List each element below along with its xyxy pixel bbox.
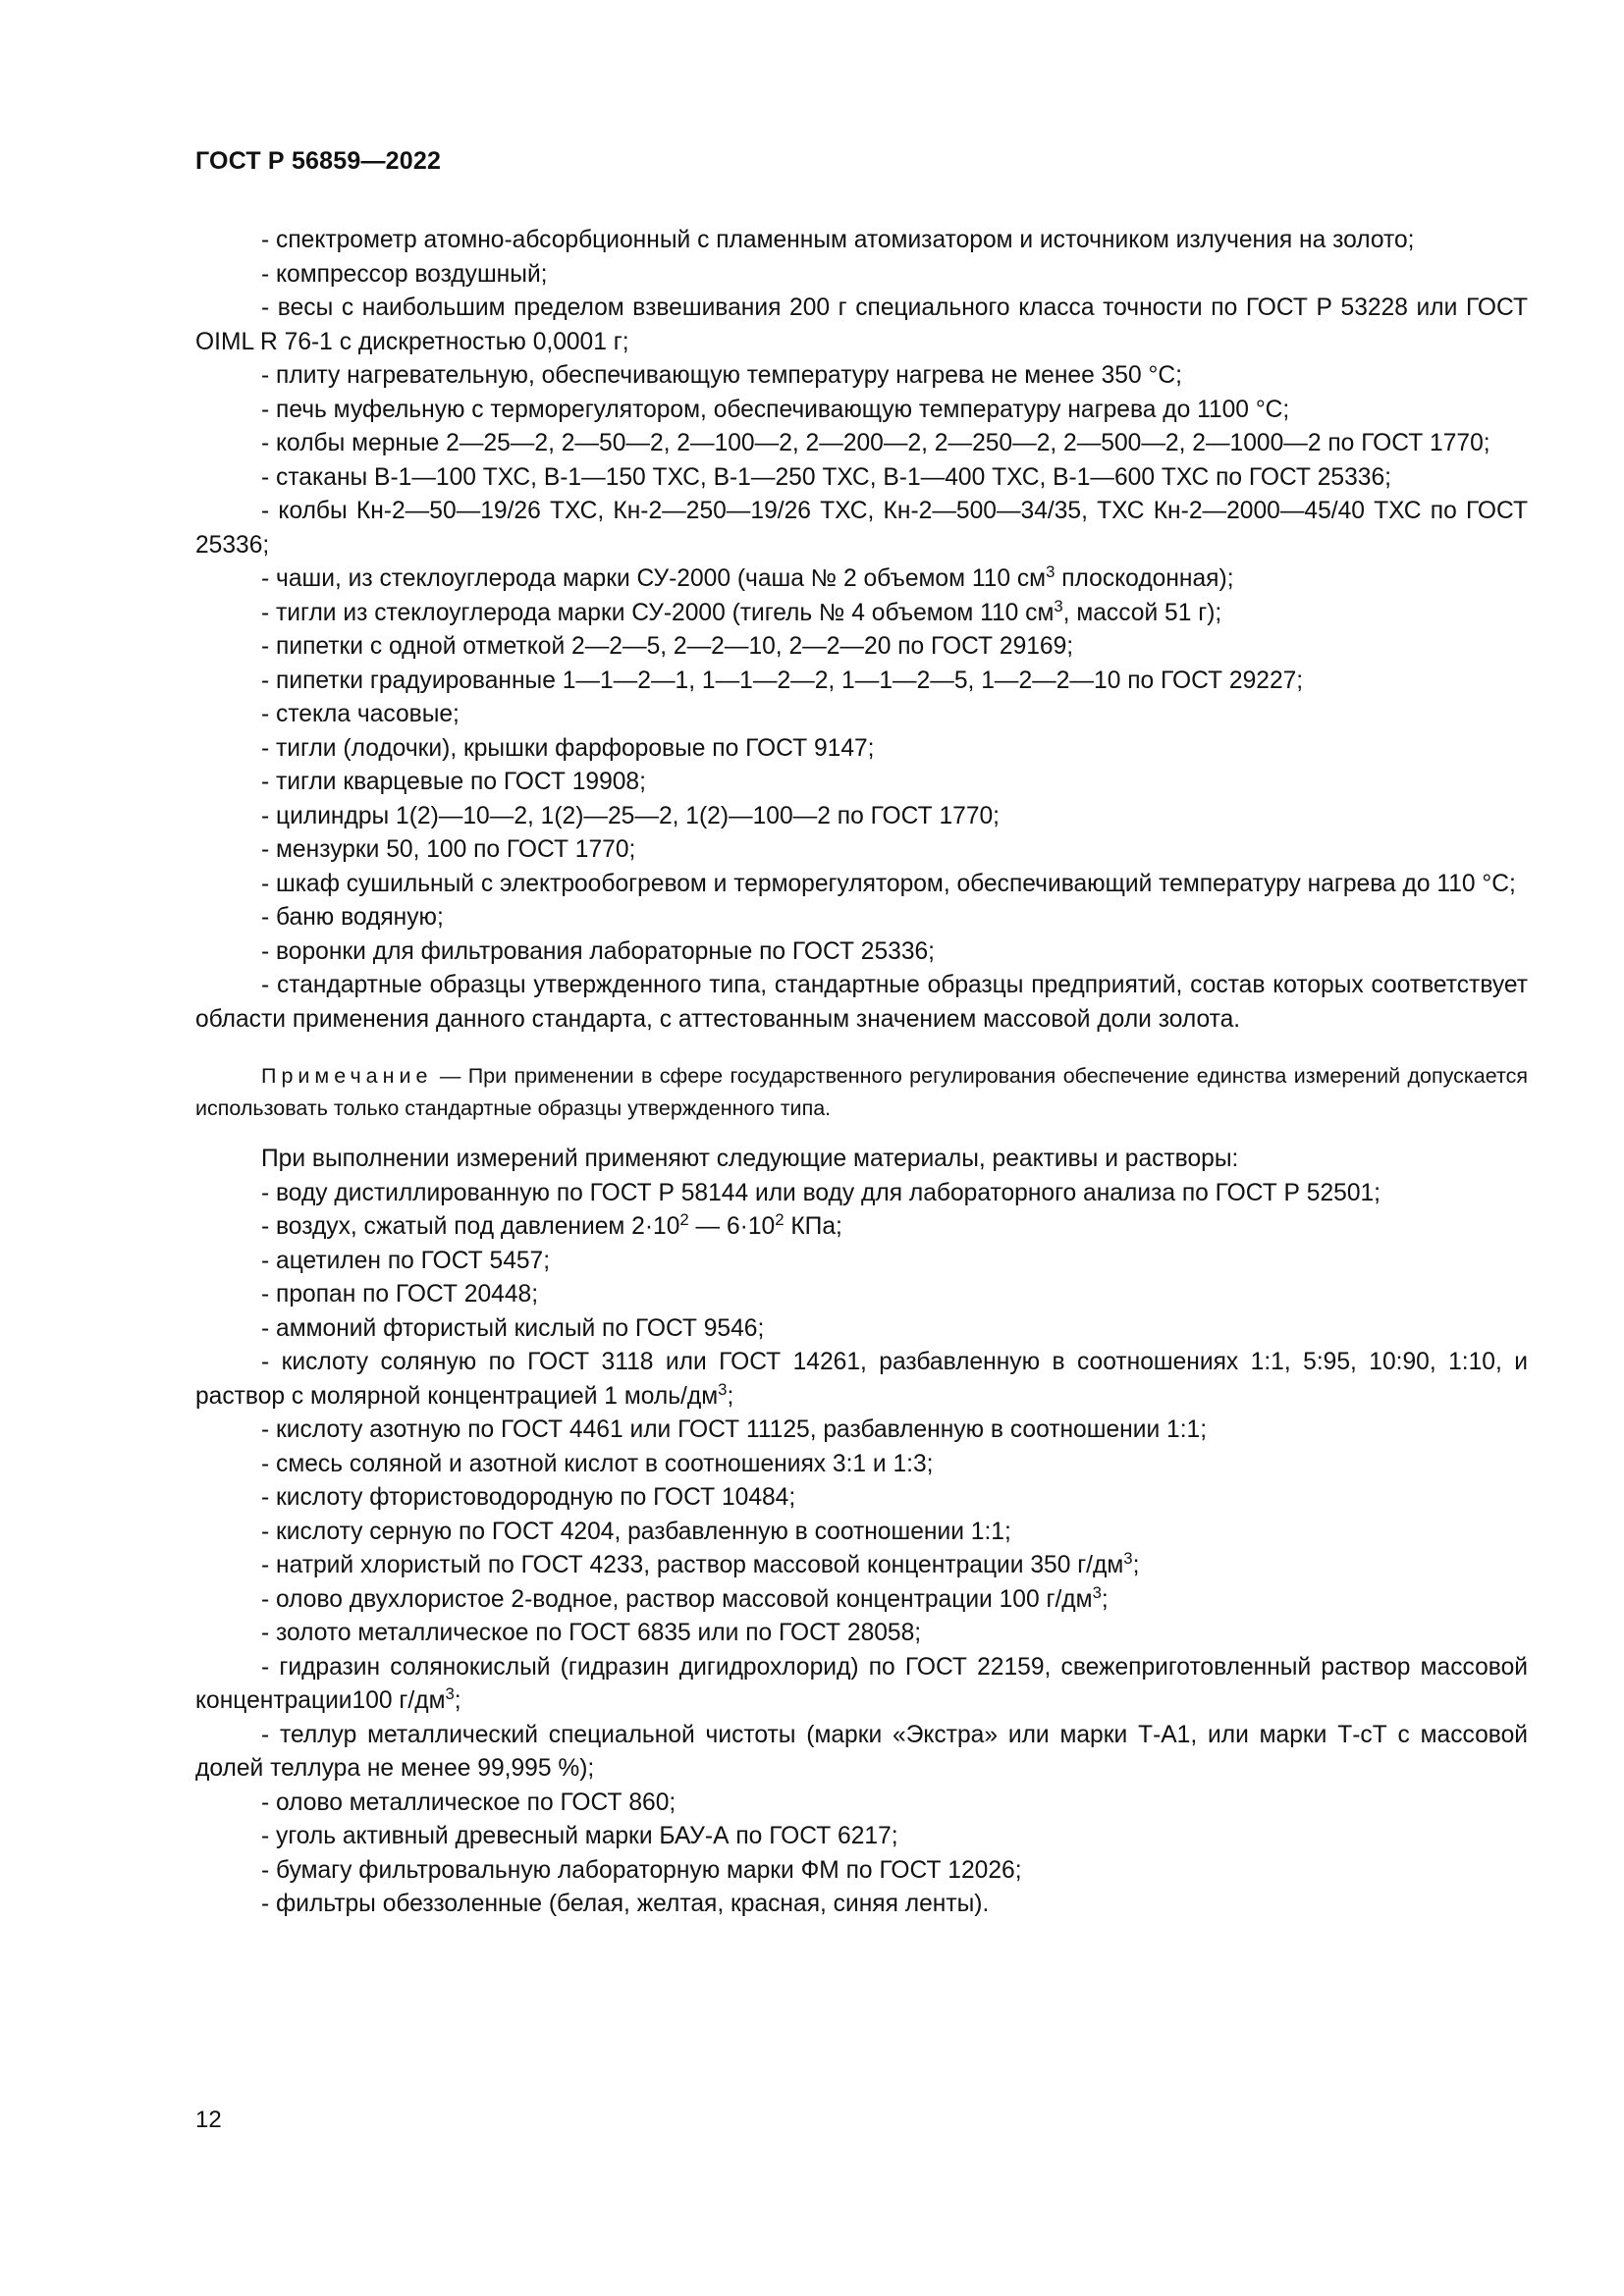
material-item: - уголь активный древесный марки БАУ-А по ГОСТ 6217; <box>261 1823 898 1849</box>
material-item-sncl: - олово двухлористое 2-водное, раствор массовой концентрации 100 $г/дм^3$; <box>261 1582 1109 1613</box>
material-item-nacl: - натрий хлористый по ГОСТ 4233, раствор массовой концентрации 350 $г/дм^3$; <box>261 1548 1140 1578</box>
equipment-item: - спектрометр атомно-абсорбционный с пламенным атомизатором и источником излучения на золото; <box>261 227 1415 253</box>
material-item: - фильтры обеззоленные (белая, желтая, красная, синяя ленты). <box>261 1891 990 1917</box>
equipment-item: - стекла часовые; <box>261 701 460 727</box>
material-item: - пропан по ГОСТ 20448; <box>261 1281 539 1308</box>
note <box>195 1060 1528 1125</box>
material-item: - смесь соляной и азотной кислот в соотношениях 3:1 и 1:3; <box>261 1450 934 1477</box>
material-item-hcl: - кислоту соляную по ГОСТ 3118 или ГОСТ 14261, разбавленную в соотношениях 1:1, 5:95, 10:90, 1:10, и раствор с молярной концентрацией 1 моль/$дм^3$; <box>195 1349 1528 1410</box>
equipment-item-crucibles: - тигли из стеклоуглерода марки СУ-2000 (тигель № 4 объемом 110 $см^3$, массой 51 г); <box>261 596 1222 626</box>
note-label: Примечание <box>261 1064 433 1088</box>
document-body <box>195 224 1528 1922</box>
material-item: - кислоту серную по ГОСТ 4204, разбавленную в соотношении 1:1; <box>261 1518 1011 1545</box>
equipment-item: - пипетки градуированные 1—1—2—1, 1—1—2—2, 1—1—2—5, 1—2—2—10 по ГОСТ 29227; <box>261 667 1304 694</box>
equipment-item: - колбы Кн-2—50—19/26 ТХС, Кн-2—250—19/26 ТХС, Кн-2—500—34/35, ТХС Кн-2—2000—45/40 ТХС по ГОСТ 25336; <box>195 498 1528 559</box>
material-item: - кислоту фтористоводородную по ГОСТ 10484; <box>261 1484 796 1511</box>
equipment-item: - цилиндры 1(2)—10—2, 1(2)—25—2, 1(2)—100—2 по ГОСТ 1770; <box>261 802 1001 829</box>
material-item: - аммоний фтористый кислый по ГОСТ 9546; <box>261 1314 765 1342</box>
note-text: — При применении в сфере государственного регулирования обеспечение единства измерений допускается использовать только стандартные образцы утвержденного типа. <box>195 1064 1528 1120</box>
materials-intro: При выполнении измерений применяют следующие материалы, реактивы и растворы: <box>261 1146 1239 1172</box>
material-item: - теллур металлический специальной чистоты (марки «Экстра» или марки Т-А1, или марки Т-сТ с массовой долей теллура не менее 99,995 %); <box>195 1721 1528 1782</box>
equipment-item: - воронки для фильтрования лабораторные по ГОСТ 25336; <box>261 937 936 965</box>
material-item-hydrazine: - гидразин солянокислый (гидразин дигидрохлорид) по ГОСТ 22159, свежеприготовленный раствор массовой концентрации100 $г/дм^3$; <box>195 1653 1528 1714</box>
equipment-item: - весы с наибольшим пределом взвешивания 200 г специального класса точности по ГОСТ Р 53228 или ГОСТ OIML R 76-1 с дискретностью 0,0001 г; <box>195 294 1528 355</box>
equipment-item: - стандартные образцы утвержденного типа, стандартные образцы предприятий, состав которых соответствует области применения данного стандарта, с аттестованным значением массовой доли золота. <box>195 972 1528 1033</box>
material-item: - олово металлическое по ГОСТ 860; <box>261 1789 677 1816</box>
equipment-item: - баню водяную; <box>261 904 444 931</box>
material-item: - ацетилен по ГОСТ 5457; <box>261 1247 551 1274</box>
material-item: - кислоту азотную по ГОСТ 4461 или ГОСТ 11125, разбавленную в соотношении 1:1; <box>261 1416 1208 1443</box>
equipment-item: - пипетки с одной отметкой 2—2—5, 2—2—10, 2—2—20 по ГОСТ 29169; <box>261 633 1074 660</box>
equipment-item: - стаканы В-1—100 ТХС, В-1—150 ТХС, В-1—250 ТХС, В-1—400 ТХС, В-1—600 ТХС по ГОСТ 25336; <box>261 463 1391 491</box>
equipment-item: - мензурки 50, 100 по ГОСТ 1770; <box>261 836 636 863</box>
equipment-item: - плиту нагревательную, обеспечивающую температуру нагрева не менее 350 °С; <box>261 362 1182 389</box>
equipment-item: - печь муфельную с терморегулятором, обеспечивающую температуру нагрева до 1100 °С; <box>261 396 1290 423</box>
equipment-item: - компрессор воздушный; <box>261 260 548 288</box>
equipment-item: - тигли (лодочки), крышки фарфоровые по ГОСТ 9147; <box>261 734 875 762</box>
material-item: - золото металлическое по ГОСТ 6835 или по ГОСТ 28058; <box>261 1620 922 1646</box>
document-header: ГОСТ Р 56859—2022 <box>195 147 442 175</box>
equipment-item: - тигли кварцевые по ГОСТ 19908; <box>261 769 646 795</box>
equipment-item: - колбы мерные 2—25—2, 2—50—2, 2—100—2, 2—200—2, 2—250—2, 2—500—2, 2—1000—2 по ГОСТ 1770; <box>261 430 1490 456</box>
page-number: 12 <box>195 2107 222 2133</box>
material-item: - бумагу фильтровальную лабораторную марки ФМ по ГОСТ 12026; <box>261 1856 1022 1884</box>
equipment-item: - шкаф сушильный с электрообогревом и терморегулятором, обеспечивающий температуру нагрева до 110 °С; <box>261 870 1516 897</box>
material-item: - воду дистиллированную по ГОСТ Р 58144 или воду для лабораторного анализа по ГОСТ Р 52501; <box>261 1179 1381 1206</box>
equipment-item-bowls: - чаши, из стеклоуглерода марки СУ-2000 (чаша № 2 объемом 110 $см^3$ плоскодонная); <box>261 561 1234 592</box>
material-item-air: - воздух, сжатый под давлением $2\cdot 10^2$ — $6\cdot 10^2$ КПа; <box>261 1209 842 1240</box>
